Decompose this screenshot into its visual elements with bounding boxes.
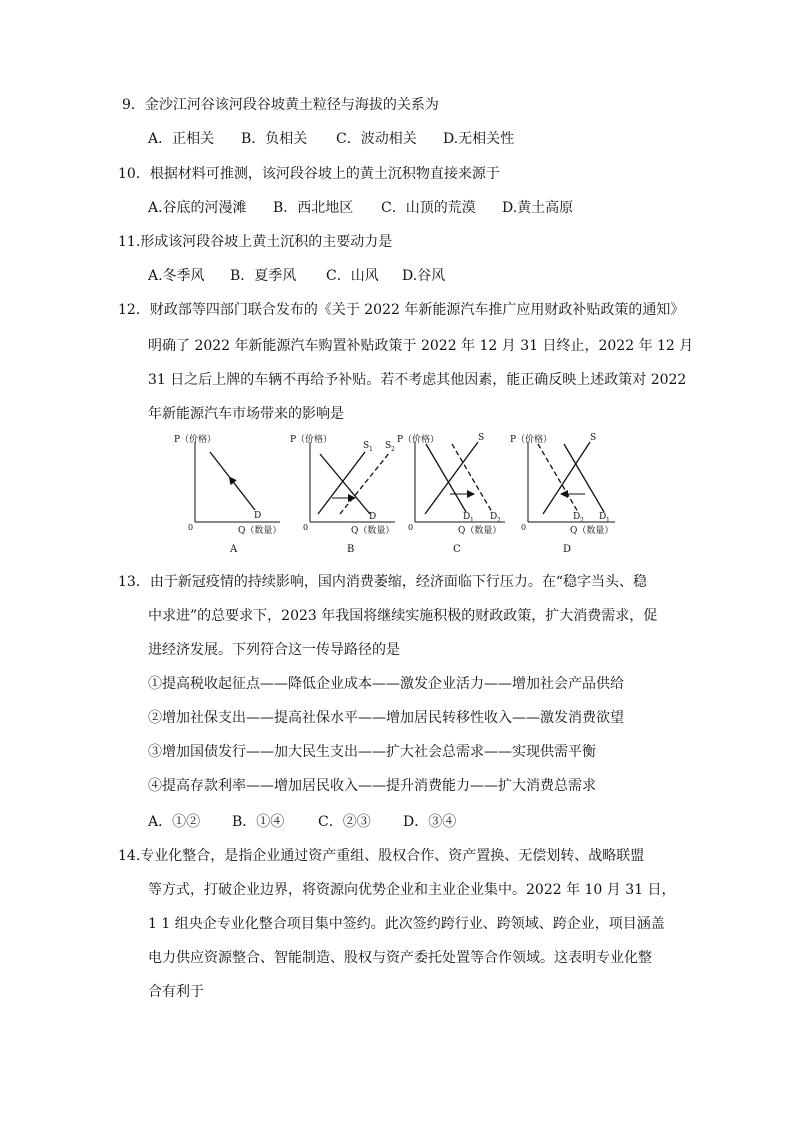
q10-option-c: C．山顶的荒漠 — [381, 200, 476, 216]
graph-b-letter: B — [347, 544, 355, 555]
graph-c-origin: 0 — [408, 523, 414, 532]
graph-d-letter: D — [563, 544, 572, 555]
graph-c-d2-label: D — [490, 512, 498, 522]
supply-demand-graphs — [160, 432, 630, 557]
q11-option-a: A.冬季风 — [148, 268, 205, 284]
graph-b-d-label: D — [369, 512, 377, 522]
graph-a-q-axis: Q（数量） — [238, 526, 282, 536]
graph-b-s2-sub: 2 — [391, 446, 395, 453]
q13-line-1: 13．由于新冠疫情的持续影响，国内消费萎缩，经济面临下行压力。在“稳字当头、稳 — [118, 574, 647, 590]
graph-c-d2-sub: 2 — [497, 517, 501, 524]
q10-stem: 10．根据材料可推测，该河段谷坡上的黄土沉积物直接来源于 — [118, 166, 500, 182]
q14-line-1: 14.专业化整合，是指企业通过资产重组、股权合作、资产置换、无偿划转、战略联盟 — [118, 848, 645, 864]
graph-d-s-label: S — [590, 433, 597, 443]
q14-line-3: 1 1 组央企专业化整合项目集中签约。此次签约跨行业、跨领域、跨企业，项目涵盖 — [148, 916, 665, 932]
graph-d-d2-label: D — [573, 512, 581, 522]
q13-option-d: D．③④ — [403, 814, 457, 830]
q13-item-1: ①提高税收起征点——降低企业成本——激发企业活力——增加社会产品供给 — [148, 676, 624, 692]
graph-d-p-axis: P（价格） — [510, 435, 553, 445]
q9-option-d: D.无相关性 — [443, 131, 515, 147]
q13-item-2: ②增加社保支出——提高社保水平——增加居民转移性收入——激发消费欲望 — [148, 710, 624, 726]
graph-d-d1-sub: 1 — [606, 517, 610, 524]
graph-c-s-label: S — [478, 433, 485, 443]
graph-d — [510, 433, 615, 555]
q9-stem: 9．金沙江河谷该河段谷坡黄土粒径与海拔的关系为 — [122, 97, 439, 113]
graph-d-d2-curve — [538, 444, 578, 512]
q13-line-3: 进经济发展。下列符合这一传导路径的是 — [148, 642, 400, 658]
q12-line-2: 明确了 2022 年新能源汽车购置补贴政策于 2022 年 12 月 31 日终止，2022 年 12 月 — [148, 338, 694, 354]
graph-d-d2-sub: 2 — [580, 517, 584, 524]
graph-c-q-axis: Q（数量） — [458, 526, 502, 536]
graph-c-d1-label: D — [463, 512, 471, 522]
q14-line-5: 合有利于 — [148, 984, 204, 1000]
graph-a-p-axis: P（价格） — [174, 435, 217, 445]
graph-c-d1-sub: 1 — [470, 517, 474, 524]
q11-stem: 11.形成该河段谷坡上黄土沉积的主要动力是 — [118, 234, 393, 250]
graph-c-letter: C — [453, 544, 461, 555]
q12-line-3: 31 日之后上牌的车辆不再给予补贴。若不考虑其他因素，能正确反映上述政策对 2022 — [148, 372, 687, 388]
graph-d-origin: 0 — [521, 523, 527, 532]
q10-option-a: A.谷底的河漫滩 — [148, 200, 247, 216]
graph-a-arrow — [230, 478, 245, 497]
graph-a — [174, 433, 281, 555]
graph-b-s1-curve — [318, 452, 365, 514]
graph-b-s1-sub: 1 — [369, 446, 373, 453]
q11-option-d: D.谷风 — [402, 268, 446, 284]
q13-option-a: A．①② — [148, 814, 201, 830]
graph-d-supply-curve — [543, 442, 590, 514]
q10-option-b: B．西北地区 — [273, 200, 354, 216]
q10-option-d: D.黄土高原 — [502, 200, 574, 216]
graph-b-s1-label: S — [363, 441, 370, 451]
q9-option-c: C．波动相关 — [336, 131, 417, 147]
graph-d-q-axis: Q（数量） — [570, 526, 614, 536]
graph-c-p-axis: P（价格） — [397, 435, 440, 445]
q13-line-2: 中求进”的总要求下，2023 年我国将继续实施积极的财政政策，扩大消费需求，促 — [148, 608, 658, 624]
q9-option-b: B．负相关 — [241, 131, 308, 147]
q12-line-1: 12．财政部等四部门联合发布的《关于 2022 年新能源汽车推广应用财政补贴政策的通知》 — [118, 302, 685, 318]
graph-b-s2-curve — [340, 452, 390, 514]
graph-c-supply-curve — [425, 442, 478, 514]
q9-option-a: A．正相关 — [148, 131, 215, 147]
q11-option-b: B．夏季风 — [230, 268, 297, 284]
graph-b-p-axis: P（价格） — [290, 435, 333, 445]
graph-d-d1-curve — [564, 444, 604, 512]
graph-c-d1-curve — [426, 444, 466, 512]
q12-line-4: 年新能源汽车市场带来的影响是 — [148, 406, 344, 422]
graph-d-d1-label: D — [599, 512, 607, 522]
q14-line-2: 等方式，打破企业边界，将资源向优势企业和主业企业集中。2022 年 10 月 31 日， — [148, 882, 676, 898]
graph-c — [397, 433, 505, 555]
graph-b — [290, 433, 395, 555]
q13-item-4: ④提高存款利率——增加居民收入——提升消费能力——扩大消费总需求 — [148, 778, 596, 794]
q11-option-c: C．山风 — [326, 268, 379, 284]
graph-b-origin: 0 — [303, 523, 309, 532]
q13-option-c: C．②③ — [318, 814, 371, 830]
graph-b-q-axis: Q（数量） — [351, 526, 395, 536]
graph-a-letter: A — [230, 544, 238, 555]
q14-line-4: 电力供应资源整合、智能制造、股权与资产委托处置等合作领域。这表明专业化整 — [148, 950, 652, 966]
q13-item-3: ③增加国债发行——加大民生支出——扩大社会总需求——实现供需平衡 — [148, 744, 596, 760]
graph-b-demand-curve — [320, 454, 370, 514]
q13-option-b: B．①④ — [232, 814, 285, 830]
graph-a-d-label: D — [254, 511, 262, 521]
graph-a-origin: 0 — [188, 523, 194, 532]
graph-b-s2-label: S — [385, 441, 392, 451]
graph-c-d2-curve — [452, 444, 492, 512]
